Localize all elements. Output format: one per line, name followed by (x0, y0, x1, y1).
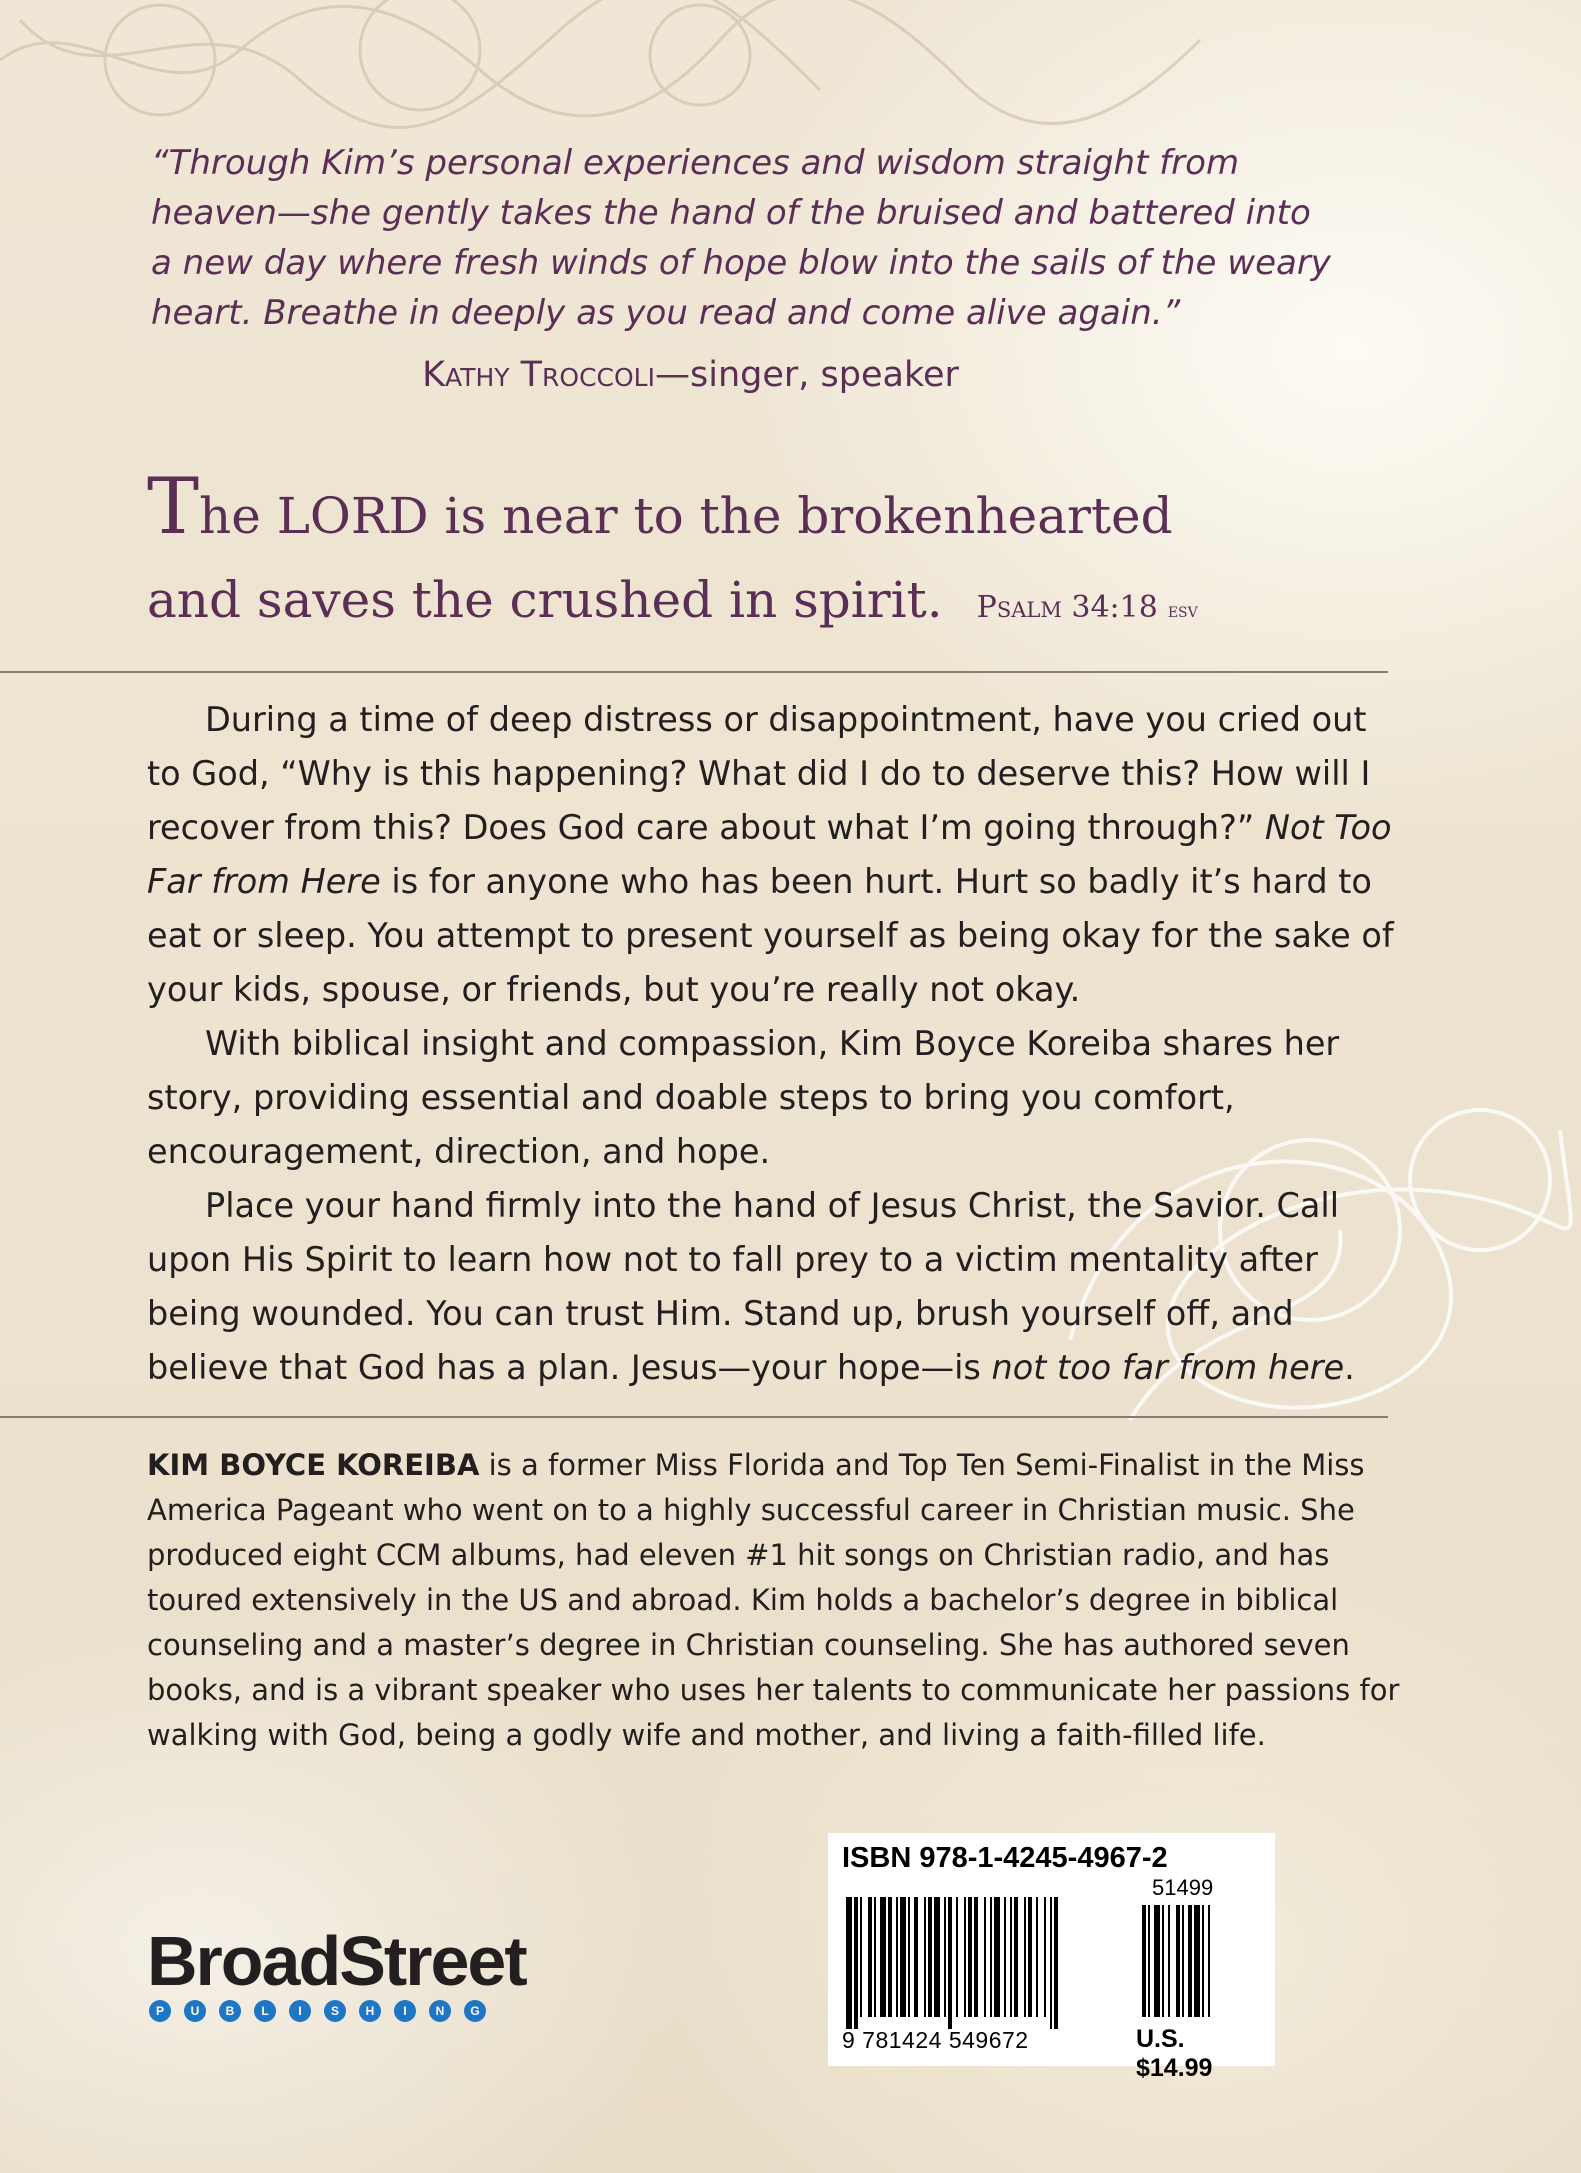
barcode-addon-bar (1188, 1905, 1192, 2017)
isbn-label: ISBN 978-1-4245-4967-2 (842, 1842, 1168, 1874)
barcode-bar (1044, 1897, 1046, 2017)
description-text: . (1344, 1348, 1355, 1387)
barcode-addon-bar (1176, 1905, 1180, 2017)
barcode-bar (908, 1897, 910, 2017)
barcode-bar (974, 1897, 978, 2017)
barcode-addon-bar (1168, 1905, 1170, 2017)
verse-reference (977, 590, 1198, 625)
publisher-letter: B (219, 2000, 241, 2022)
barcode-addon-bar (1148, 1905, 1150, 2017)
publisher-letter: N (429, 2000, 451, 2022)
barcode-addon-bar (1208, 1905, 1210, 2017)
publisher-wordmark: BroadStreet (147, 1922, 526, 2000)
description-text: During a time of deep distress or disappointment, have you cried out to God, “Why is this happening? What did I do to deserve this? How will I recover from this? Does God care about what I’m going through?” (147, 700, 1371, 847)
endorsement-quote (151, 138, 1371, 338)
barcode-bar (990, 1897, 992, 2017)
book-description (147, 693, 1397, 1395)
barcode-addon-bar (1202, 1905, 1204, 2017)
barcode-bar (968, 1897, 972, 2017)
verse-version: esv (1167, 598, 1198, 622)
price-label: U.S. $14.99 (1136, 2025, 1213, 2082)
quote-line: heart. Breathe in deeply as you read and come alive again.” (151, 293, 1181, 333)
quote-attribution (0, 355, 1581, 395)
quote-line: “Through Kim’s personal experiences and wisdom straight from (151, 143, 1240, 183)
publisher-letter: H (359, 2000, 381, 2022)
description-paragraph (147, 693, 1397, 1017)
barcode-bar (934, 1897, 940, 2017)
barcode-bar (900, 1897, 906, 2017)
barcode-addon-bar (1142, 1905, 1146, 2017)
quote-author-role: —singer, speaker (654, 355, 959, 395)
barcode-bar (1054, 1897, 1058, 2029)
divider-top (0, 671, 1388, 673)
publisher-letter: U (184, 2000, 206, 2022)
barcode-addon-bar (1182, 1905, 1184, 2017)
verse-text: he (199, 487, 277, 545)
barcode-bar (874, 1897, 876, 2017)
publisher-logo (147, 1922, 526, 2022)
barcode-bar (1010, 1897, 1012, 2017)
author-name: KIM BOYCE KOREIBA (147, 1448, 480, 1482)
verse-dropcap: T (147, 462, 200, 552)
barcode-area (842, 1875, 1261, 2082)
barcode-bar (868, 1897, 872, 2017)
divider-bottom (0, 1416, 1388, 1418)
publisher-letter: L (254, 2000, 276, 2022)
barcode-bar (854, 1897, 858, 2029)
barcode-bar (860, 1897, 862, 2017)
verse-text: is near to the brokenhearted (428, 487, 1173, 545)
description-paragraph: With biblical insight and compassion, Kim Boyce Koreiba shares her story, providing essential and doable steps to bring you comfort, encouragement, direction, and hope. (147, 1024, 1340, 1171)
quote-author: Kathy Troccoli (422, 355, 655, 395)
quote-line: a new day where fresh winds of hope blow into the sails of the weary (151, 243, 1331, 283)
quote-line: heaven—she gently takes the hand of the bruised and battered into (151, 193, 1311, 233)
barcode-bars (842, 1897, 1262, 2029)
verse-reference-text: Psalm 34:18 (976, 590, 1158, 625)
author-bio (147, 1443, 1417, 1758)
verse-text: and saves the crushed in spirit. (147, 571, 943, 629)
description-text: is for anyone who has been hurt. Hurt so badly it’s hard to eat or sleep. You attempt to present yourself as being okay for the sake of your kids, spouse, or friends, but you’re really not okay. (147, 862, 1394, 1009)
publisher-subtitle (149, 2000, 526, 2022)
scripture-verse (147, 462, 1447, 652)
barcode-block (828, 1833, 1275, 2082)
book-title: Not Too Far from Here (147, 808, 1392, 901)
barcode-bar (1024, 1897, 1026, 2017)
barcode-bar (1050, 1897, 1052, 2029)
barcode-bar (944, 1897, 946, 2017)
barcode-bar (928, 1897, 932, 2017)
publisher-letter: G (464, 2000, 486, 2022)
publisher-letter: I (289, 2000, 311, 2022)
description-paragraph (147, 1179, 1397, 1395)
author-bio-text: is a former Miss Florida and Top Ten Semi-Finalist in the Miss America Pageant who went on to a highly successful career in Christian music. She produced eight CCM albums, had eleven #1 hit songs on Christian radio, and has toured extensively in the US and abroad. Kim holds a bachelor’s degree in biblical counseling and a master’s degree in Christian counseling. She has authored seven books, and is a vibrant speaker who uses her talents to communicate her passions for walking with God, being a godly wife and mother, and living a faith-filled life. (147, 1448, 1400, 1752)
publisher-letter: S (324, 2000, 346, 2022)
barcode-bar (1014, 1897, 1018, 2017)
description-text: Place your hand firmly into the hand of Jesus Christ, the Savior. Call upon His Spirit to learn how not to fall prey to a victim mentality after being wounded. You can trust Him. Stand up, brush yourself off, and believe that God has a plan. Jesus—your hope—is (147, 1186, 1340, 1387)
barcode-bar (1036, 1897, 1038, 2017)
barcode-addon-number: 51499 (1152, 1875, 1214, 1900)
barcode-addon-bar (1162, 1905, 1164, 2017)
barcode-bar (964, 1897, 966, 2017)
verse-lord: LORD (276, 487, 429, 545)
barcode-addon-bar (1154, 1905, 1160, 2017)
barcode-addon-bar (1194, 1905, 1200, 2017)
barcode-bar (846, 1897, 852, 2029)
description-italic: not too far from here (991, 1348, 1345, 1387)
barcode-bar (948, 1897, 952, 2029)
barcode-digits: 9 781424 549672 (842, 2027, 1029, 2053)
barcode-bar (896, 1897, 898, 2017)
barcode-bar (888, 1897, 892, 2017)
publisher-letter: P (149, 2000, 171, 2022)
barcode-bar (956, 1897, 958, 2017)
barcode-bar (1004, 1897, 1006, 2017)
barcode-bar (914, 1897, 918, 2017)
barcode-bar (880, 1897, 886, 2017)
publisher-letter: I (394, 2000, 416, 2022)
barcode-bar (984, 1897, 986, 2017)
barcode-bar (994, 1897, 1000, 2017)
barcode-bar (924, 1897, 926, 2017)
barcode-bar (1028, 1897, 1032, 2017)
